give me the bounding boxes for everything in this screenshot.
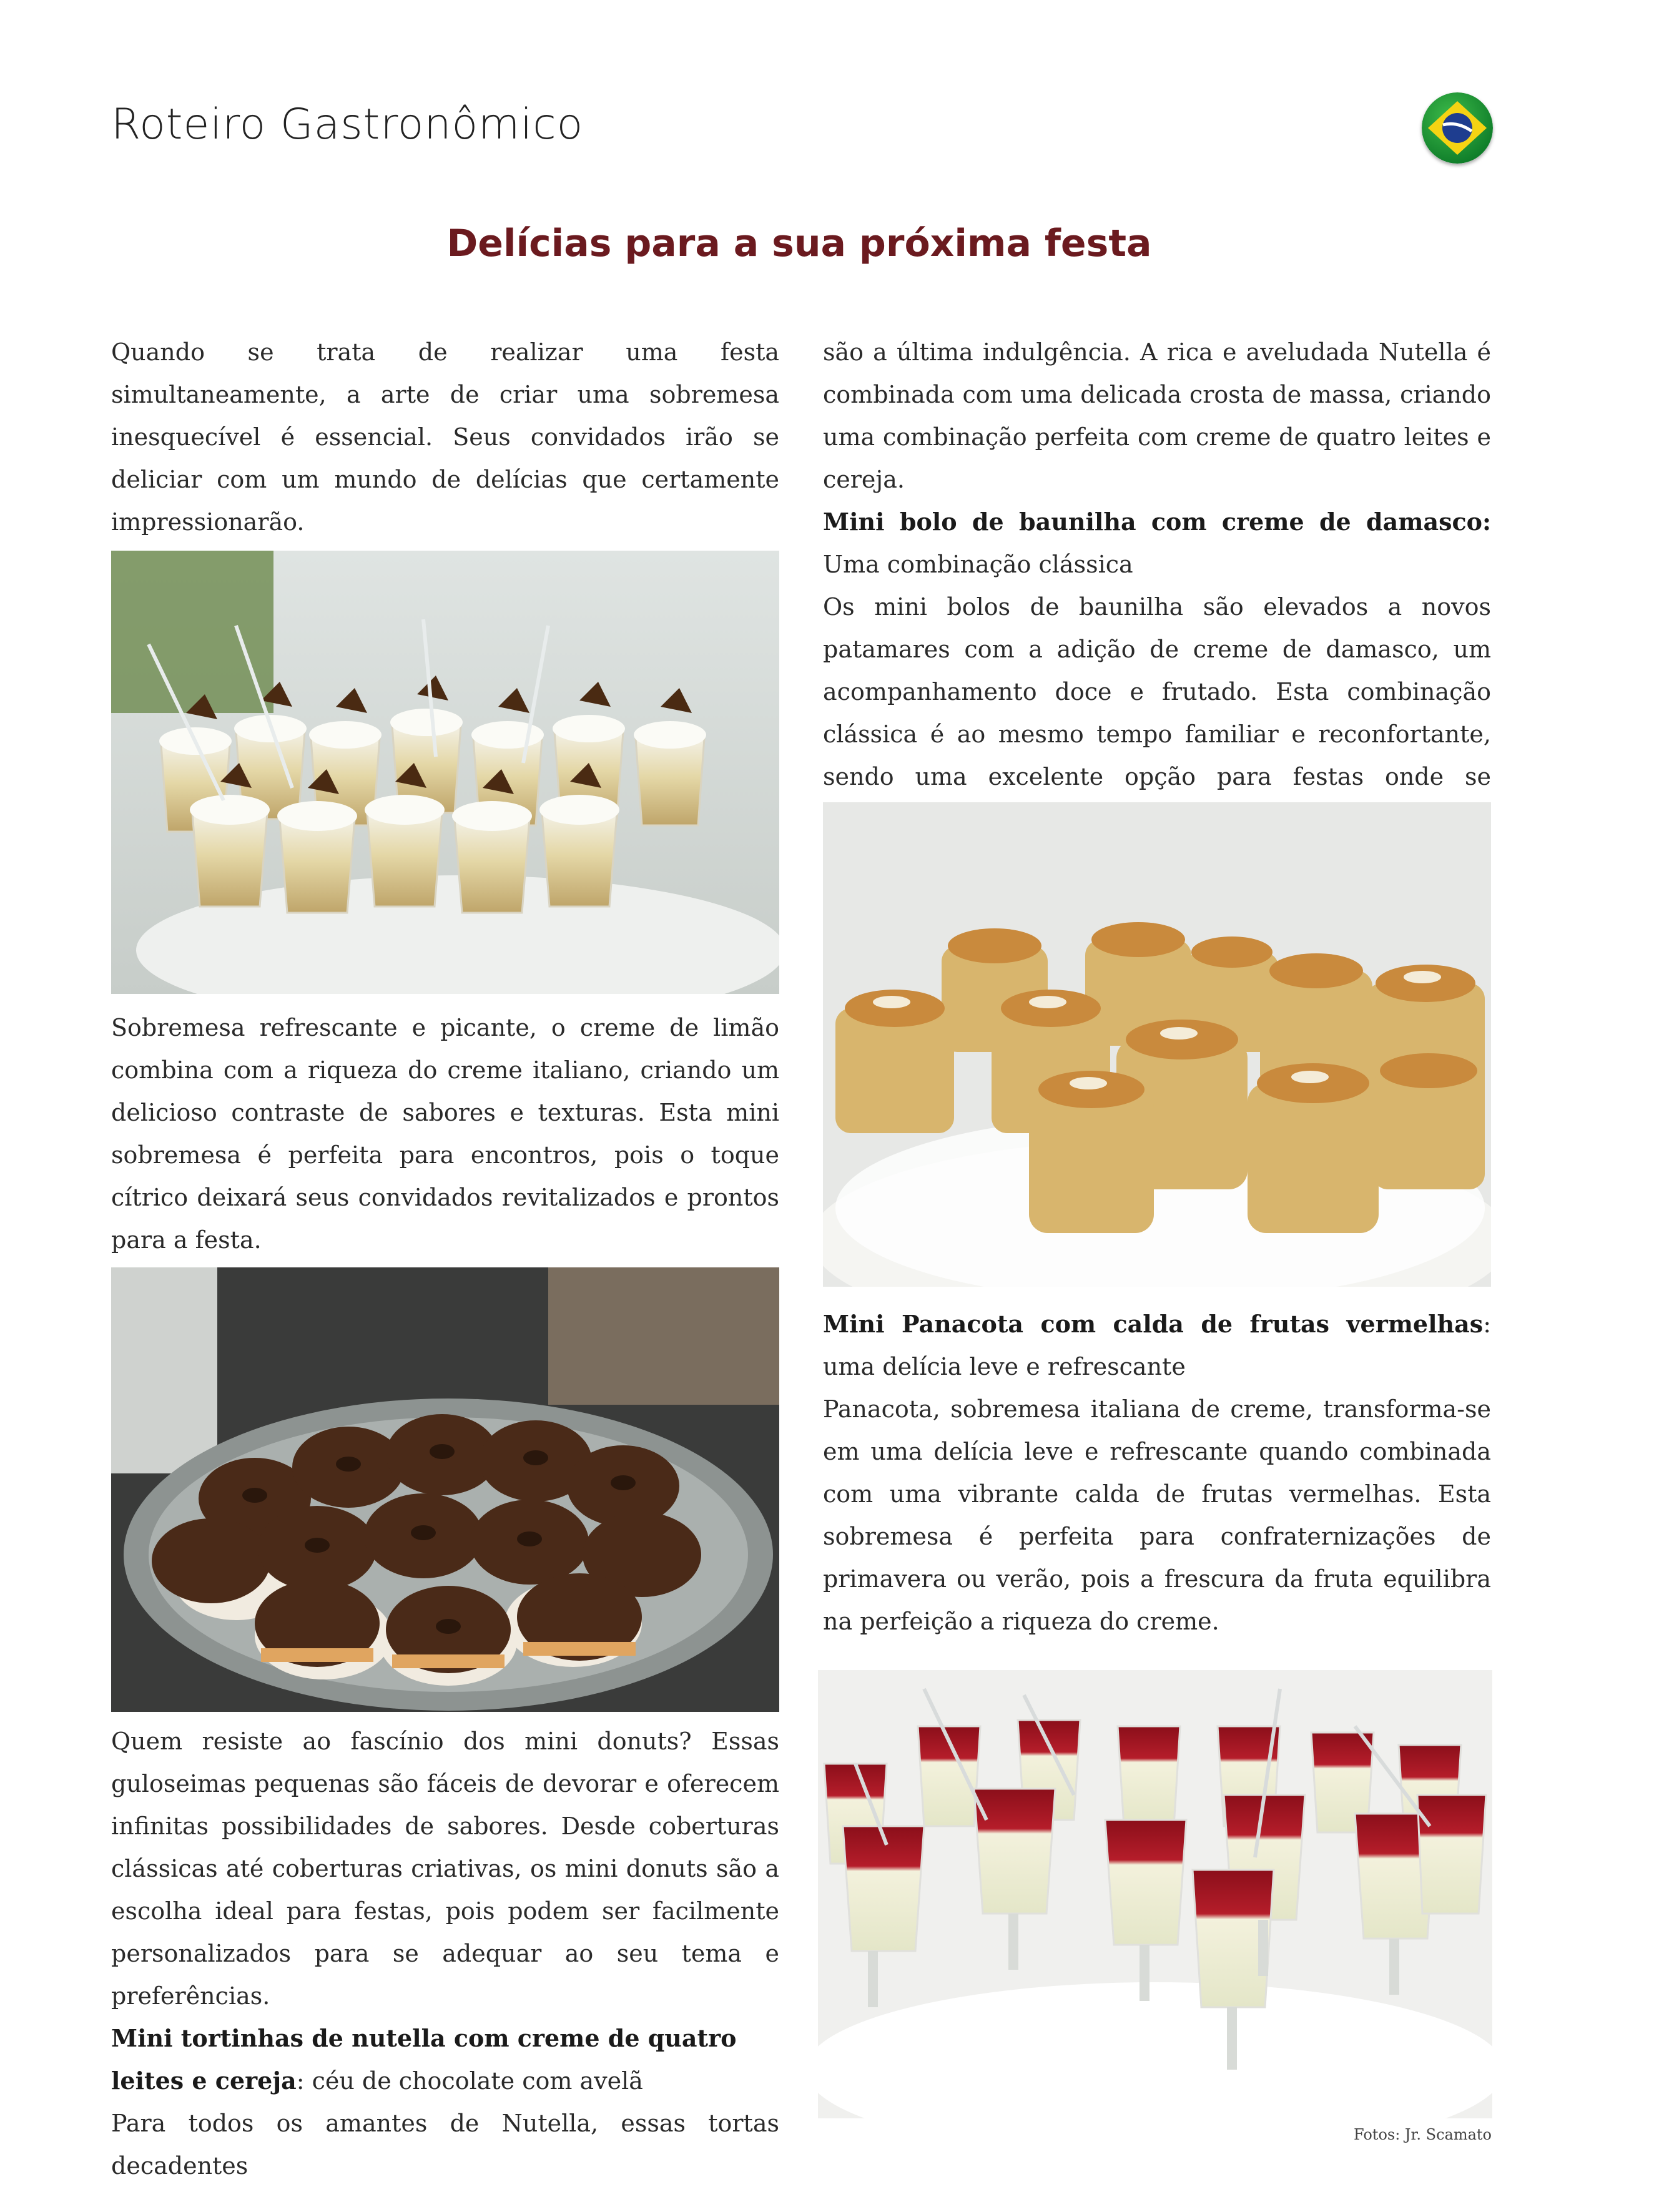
nutella-body-end: são a última indulgência. A rica e aveludada Nutella é combinada com uma delicada crosta de massa, criando uma combinação perfeita com creme de quatro leites e cereja. <box>823 338 1491 493</box>
left-column-3 <box>111 1720 779 2187</box>
panacota-body: Panacota, sobremesa italiana de creme, transforma-se em uma delícia leve e refrescante quando combinada com uma vibrante calda de frutas vermelhas. Esta sobremesa é perfeita para confraternizações de primavera ou verão, pois a frescura da fruta equilibra na perfeição a riqueza do creme. <box>823 1395 1491 1635</box>
nutella-heading: Mini tortinhas de nutella com creme de quatro leites e cereja <box>111 2024 737 2095</box>
panacota-photo <box>818 1670 1492 2118</box>
right-column-2 <box>823 1303 1491 1643</box>
section-title: Roteiro Gastronômico <box>111 100 584 149</box>
panacota-tagline: : uma delícia leve e refrescante <box>823 1310 1491 1380</box>
panacota-heading-line <box>823 1303 1491 1388</box>
bolo-body: Os mini bolos de baunilha são elevados a novos patamares com a adição de creme de damasco, um acompanhamento doce e frutado. Esta combinação clássica é ao mesmo tempo familiar e reconfortante, sendo uma excelente opção para festas onde se <box>823 593 1491 790</box>
nutella-tagline: : céu de chocolate com avelã <box>296 2067 643 2095</box>
photo-credit: Fotos: Jr. Scamato <box>1354 2126 1492 2143</box>
bolo-photo <box>823 802 1491 1287</box>
nutella-body-start: Para todos os amantes de Nutella, essas tortas decadentes <box>111 2110 779 2180</box>
brazil-flag-icon <box>1422 92 1493 164</box>
limao-body: Sobremesa refrescante e picante, o creme de limão combina com a riqueza do creme italiano, criando um delicioso contraste de sabores e texturas. Esta mini sobremesa é perfeita para encontros, pois o toque cítrico deixará seus convidados revitalizados e prontos para a festa. <box>111 1014 779 1254</box>
left-column-2 <box>111 1006 779 1304</box>
donuts-body: Quem resiste ao fascínio dos mini donuts? Essas guloseimas pequenas são fáceis de devorar e oferecem infinitas possibilidades de sabores. Desde coberturas clássicas até coberturas criativas, os mini donuts são a escolha ideal para festas, pois podem ser facilmente personalizados para se adequar ao seu tema e preferências. <box>111 1728 779 2010</box>
intro-paragraph: Quando se trata de realizar uma festa simultaneamente, a arte de criar uma sobremesa inesquecível é essencial. Seus convidados irão se deliciar com um mundo de delícias que certamente impressionarão. <box>111 338 779 536</box>
donuts-photo <box>111 1267 779 1712</box>
bolo-tagline: Uma combinação clássica <box>823 551 1133 578</box>
nutella-heading-line <box>111 2017 779 2102</box>
right-column <box>823 331 1491 840</box>
panacota-heading: Mini Panacota com calda de frutas vermelhas <box>823 1310 1484 1338</box>
page-title: Delícias para a sua próxima festa <box>446 222 1152 265</box>
limao-photo <box>111 551 779 994</box>
bolo-heading: Mini bolo de baunilha com creme de damasco: <box>823 508 1491 536</box>
bolo-heading-line <box>823 501 1491 586</box>
